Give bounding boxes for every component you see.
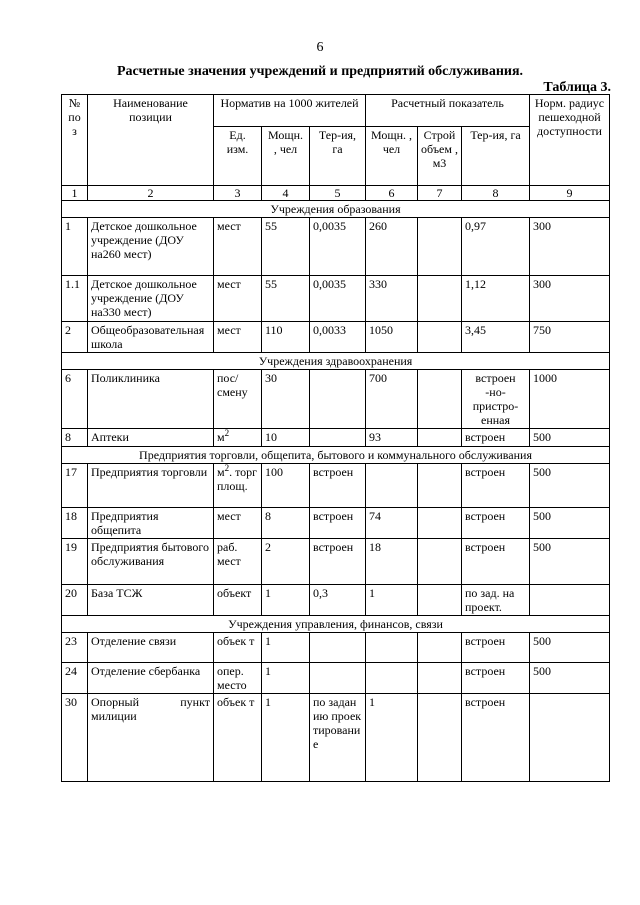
unit-base: м (217, 465, 225, 479)
col-index: 6 (366, 186, 418, 201)
row-num: 20 (62, 585, 88, 616)
section-heading: Учреждения здравоохранения (62, 353, 610, 370)
row-calc-volume (418, 322, 462, 353)
row-num: 18 (62, 508, 88, 539)
row-norm-area: 0,0035 (310, 276, 366, 322)
row-calc-volume (418, 663, 462, 694)
col-index: 8 (462, 186, 530, 201)
row-calc-power (366, 464, 418, 508)
row-radius: 1000 (530, 370, 610, 429)
row-num: 8 (62, 429, 88, 447)
row-num: 1.1 (62, 276, 88, 322)
row-calc-power: 1050 (366, 322, 418, 353)
row-unit: мест (214, 322, 262, 353)
row-radius: 500 (530, 633, 610, 663)
row-name: Предприятия общепита (88, 508, 214, 539)
col-index: 7 (418, 186, 462, 201)
col-index: 4 (262, 186, 310, 201)
row-name: База ТСЖ (88, 585, 214, 616)
header-row (62, 95, 610, 127)
row-radius (530, 585, 610, 616)
row-norm-power: 100 (262, 464, 310, 508)
row-norm-area: 0,0035 (310, 218, 366, 276)
table-row (62, 429, 610, 447)
unit-rest: . торг площ. (217, 465, 258, 493)
row-num: 17 (62, 464, 88, 508)
row-norm-area: 0,0033 (310, 322, 366, 353)
header-unit: Ед. изм. (214, 127, 262, 186)
row-calc-area: встроен (462, 429, 530, 447)
header-norm-power: Мощн. , чел (262, 127, 310, 186)
row-calc-volume (418, 508, 462, 539)
row-name: Предприятия бытового обслуживания (88, 539, 214, 585)
services-table (61, 94, 610, 782)
row-norm-area: встроен (310, 539, 366, 585)
row-num: 1 (62, 218, 88, 276)
table-row (62, 276, 610, 322)
row-calc-power: 260 (366, 218, 418, 276)
row-norm-area: встроен (310, 464, 366, 508)
header-calc-group: Расчетный показатель (366, 95, 530, 127)
row-calc-area: встроен (462, 663, 530, 694)
row-norm-area: встроен (310, 508, 366, 539)
header-num: № по з (62, 95, 88, 186)
document-title: Расчетные значения учреждений и предприятий обслуживания. (116, 64, 524, 79)
row-norm-area (310, 429, 366, 447)
header-calc-volume: Строй объем , м3 (418, 127, 462, 186)
row-norm-power: 10 (262, 429, 310, 447)
row-calc-area: 0,97 (462, 218, 530, 276)
col-index: 1 (62, 186, 88, 201)
header-radius: Норм. радиус пешеходной доступности (530, 95, 610, 186)
row-calc-power: 1 (366, 694, 418, 782)
row-radius: 500 (530, 429, 610, 447)
row-unit: мест (214, 276, 262, 322)
section-heading: Предприятия торговли, общепита, бытового и коммунального обслуживания (62, 447, 610, 464)
table-row (62, 322, 610, 353)
row-calc-power: 18 (366, 539, 418, 585)
row-radius: 500 (530, 508, 610, 539)
table-row (62, 218, 610, 276)
row-norm-power: 110 (262, 322, 310, 353)
table-row (62, 539, 610, 585)
table-row (62, 694, 610, 782)
row-calc-power (366, 633, 418, 663)
section-heading: Учреждения образования (62, 201, 610, 218)
row-calc-volume (418, 218, 462, 276)
row-radius: 500 (530, 464, 610, 508)
row-name: Отделение связи (88, 633, 214, 663)
table-row (62, 633, 610, 663)
row-num: 2 (62, 322, 88, 353)
row-norm-power: 1 (262, 585, 310, 616)
row-unit: раб. мест (214, 539, 262, 585)
row-name: Аптеки (88, 429, 214, 447)
row-calc-area: встроен -но- пристро- енная (462, 370, 530, 429)
row-name: Поликлиника (88, 370, 214, 429)
row-name: Детское дошкольное учреждение (ДОУ на330 мест) (88, 276, 214, 322)
row-norm-area (310, 663, 366, 694)
row-calc-area: 1,12 (462, 276, 530, 322)
row-num: 6 (62, 370, 88, 429)
row-norm-area (310, 633, 366, 663)
row-num: 24 (62, 663, 88, 694)
col-index: 3 (214, 186, 262, 201)
row-calc-power: 330 (366, 276, 418, 322)
row-calc-area: 3,45 (462, 322, 530, 353)
row-num: 30 (62, 694, 88, 782)
row-calc-volume (418, 633, 462, 663)
row-radius (530, 694, 610, 782)
row-norm-power: 1 (262, 633, 310, 663)
row-unit: мест (214, 218, 262, 276)
row-unit: объект (214, 585, 262, 616)
table-label: Таблица 3. (543, 80, 611, 95)
row-calc-area: по зад. на проект. (462, 585, 530, 616)
row-norm-power: 1 (262, 663, 310, 694)
column-index-row (62, 186, 610, 201)
row-unit: объек т (214, 694, 262, 782)
row-calc-volume (418, 464, 462, 508)
table-row (62, 370, 610, 429)
row-radius: 500 (530, 539, 610, 585)
row-num: 19 (62, 539, 88, 585)
unit-base: м (217, 430, 225, 444)
col-index: 2 (88, 186, 214, 201)
row-name (88, 694, 214, 782)
header-norm-area: Тер-ия, га (310, 127, 366, 186)
row-norm-area: по заданию проектирование (310, 694, 366, 782)
row-unit: объек т (214, 633, 262, 663)
row-calc-power (366, 663, 418, 694)
row-norm-power: 2 (262, 539, 310, 585)
row-calc-volume (418, 539, 462, 585)
header-norm-group: Норматив на 1000 жителей (214, 95, 366, 127)
row-norm-power: 55 (262, 218, 310, 276)
section-heading: Учреждения управления, финансов, связи (62, 616, 610, 633)
unit-superscript: 2 (224, 463, 230, 473)
header-name: Наименование позиции (88, 95, 214, 186)
row-calc-power: 74 (366, 508, 418, 539)
table-row (62, 585, 610, 616)
table-row (62, 508, 610, 539)
row-name: Детское дошкольное учреждение (ДОУ на260 мест) (88, 218, 214, 276)
row-name: Отделение сбербанка (88, 663, 214, 694)
col-index: 9 (530, 186, 610, 201)
table-row (62, 464, 610, 508)
row-calc-volume (418, 694, 462, 782)
row-calc-area: встроен (462, 539, 530, 585)
row-norm-power: 55 (262, 276, 310, 322)
row-radius: 500 (530, 663, 610, 694)
row-calc-volume (418, 429, 462, 447)
row-name: Общеобразовательная школа (88, 322, 214, 353)
row-num: 23 (62, 633, 88, 663)
row-calc-area: встроен (462, 694, 530, 782)
row-radius: 300 (530, 276, 610, 322)
row-name-text: Опорный пункт милиции (91, 695, 210, 723)
row-unit: пос/ смену (214, 370, 262, 429)
header-calc-power: Мощн. , чел (366, 127, 418, 186)
page-number: 6 (316, 40, 324, 55)
row-norm-power: 1 (262, 694, 310, 782)
row-calc-area: встроен (462, 508, 530, 539)
row-unit: мест (214, 508, 262, 539)
row-norm-power: 30 (262, 370, 310, 429)
row-norm-area (310, 370, 366, 429)
row-radius: 300 (530, 218, 610, 276)
row-calc-power: 700 (366, 370, 418, 429)
row-calc-area: встроен (462, 633, 530, 663)
table-row (62, 663, 610, 694)
header-calc-area: Тер-ия, га (462, 127, 530, 186)
row-norm-power: 8 (262, 508, 310, 539)
row-calc-volume (418, 370, 462, 429)
row-calc-volume (418, 276, 462, 322)
row-calc-power: 93 (366, 429, 418, 447)
row-name: Предприятия торговли (88, 464, 214, 508)
row-calc-area: встроен (462, 464, 530, 508)
row-norm-area: 0,3 (310, 585, 366, 616)
row-unit (214, 464, 262, 508)
row-unit: опер. место (214, 663, 262, 694)
row-calc-volume (418, 585, 462, 616)
col-index: 5 (310, 186, 366, 201)
row-calc-power: 1 (366, 585, 418, 616)
row-radius: 750 (530, 322, 610, 353)
row-unit (214, 429, 262, 447)
unit-superscript: 2 (224, 428, 230, 438)
